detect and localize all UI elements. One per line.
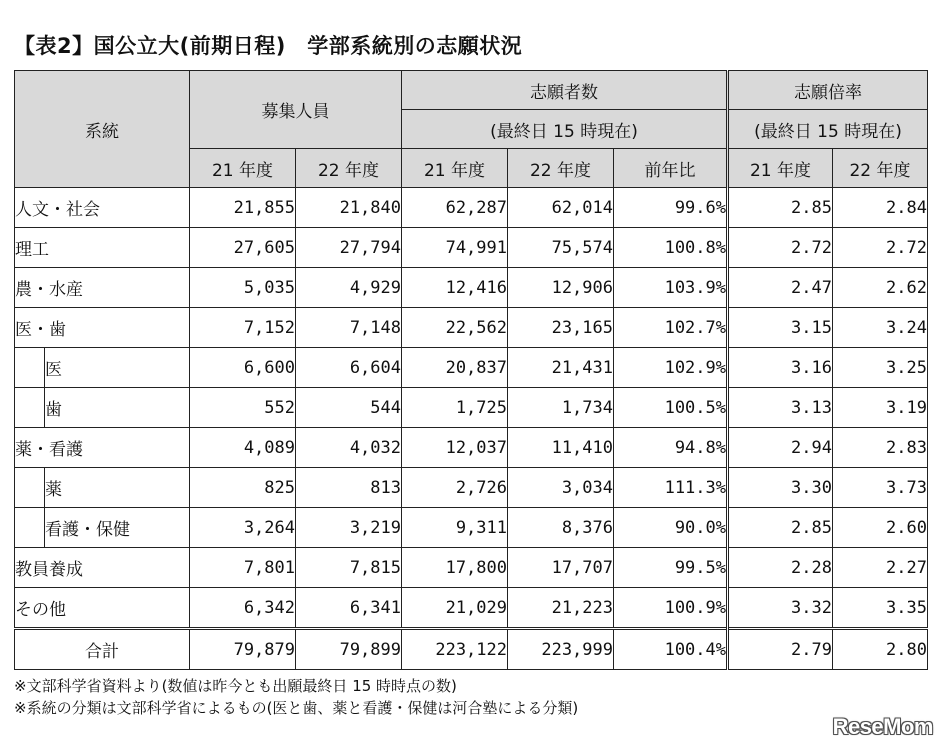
table-row	[15, 508, 928, 548]
total-cell-a21: 223,122	[402, 629, 508, 670]
row-label: 教員養成	[15, 548, 190, 588]
cell-yoy: 111.3%	[614, 468, 728, 508]
header-recruit: 募集人員	[190, 71, 402, 149]
header-recruit-22: 22 年度	[296, 149, 402, 188]
header-ratio-21: 21 年度	[728, 149, 833, 188]
cell-a22: 1,734	[508, 388, 614, 428]
cell-yoy: 99.6%	[614, 188, 728, 228]
cell-r21: 7,152	[190, 308, 296, 348]
cell-a21: 9,311	[402, 508, 508, 548]
table-title: 【表2】国公立大(前期日程) 学部系統別の志願状況	[14, 34, 523, 58]
table-row	[15, 468, 928, 508]
footnotes	[14, 675, 578, 719]
indent-cell	[15, 468, 45, 508]
cell-r21: 6,600	[190, 348, 296, 388]
cell-r21: 21,855	[190, 188, 296, 228]
cell-a22: 62,014	[508, 188, 614, 228]
total-cell-a22: 223,999	[508, 629, 614, 670]
cell-yoy: 94.8%	[614, 428, 728, 468]
row-label: 医・歯	[15, 308, 190, 348]
cell-x21: 2.72	[728, 228, 833, 268]
cell-a22: 17,707	[508, 548, 614, 588]
cell-r22: 7,148	[296, 308, 402, 348]
row-label: 人文・社会	[15, 188, 190, 228]
table-row	[15, 548, 928, 588]
header-recruit-21: 21 年度	[190, 149, 296, 188]
cell-yoy: 100.9%	[614, 588, 728, 629]
cell-yoy: 100.8%	[614, 228, 728, 268]
cell-x21: 2.85	[728, 508, 833, 548]
row-label: 医	[45, 348, 190, 388]
row-label: 薬	[45, 468, 190, 508]
row-label: 看護・保健	[45, 508, 190, 548]
cell-yoy: 102.9%	[614, 348, 728, 388]
header-ratio-22: 22 年度	[833, 149, 928, 188]
cell-x22: 2.60	[833, 508, 928, 548]
cell-yoy: 103.9%	[614, 268, 728, 308]
cell-x22: 3.73	[833, 468, 928, 508]
table-row	[15, 348, 928, 388]
cell-x21: 2.28	[728, 548, 833, 588]
total-cell-yoy: 100.4%	[614, 629, 728, 670]
cell-a21: 1,725	[402, 388, 508, 428]
cell-a21: 17,800	[402, 548, 508, 588]
cell-yoy: 99.5%	[614, 548, 728, 588]
cell-x21: 3.13	[728, 388, 833, 428]
total-cell-x22: 2.80	[833, 629, 928, 670]
header-applicants-21: 21 年度	[402, 149, 508, 188]
indent-cell	[15, 508, 45, 548]
cell-a21: 12,037	[402, 428, 508, 468]
indent-cell	[15, 388, 45, 428]
header-ratio-sub: (最終日 15 時現在)	[728, 110, 928, 149]
cell-a22: 23,165	[508, 308, 614, 348]
cell-a22: 12,906	[508, 268, 614, 308]
cell-x22: 3.24	[833, 308, 928, 348]
cell-r22: 4,929	[296, 268, 402, 308]
row-label: 農・水産	[15, 268, 190, 308]
cell-r22: 6,604	[296, 348, 402, 388]
header-applicants: 志願者数	[402, 71, 728, 110]
header-ratio: 志願倍率	[728, 71, 928, 110]
cell-a21: 22,562	[402, 308, 508, 348]
header-yoy: 前年比	[614, 149, 728, 188]
cell-a22: 21,431	[508, 348, 614, 388]
cell-r22: 27,794	[296, 228, 402, 268]
cell-r21: 6,342	[190, 588, 296, 629]
cell-a21: 20,837	[402, 348, 508, 388]
row-label: 歯	[45, 388, 190, 428]
table-row	[15, 268, 928, 308]
cell-r22: 3,219	[296, 508, 402, 548]
cell-a22: 3,034	[508, 468, 614, 508]
cell-r22: 6,341	[296, 588, 402, 629]
cell-yoy: 102.7%	[614, 308, 728, 348]
header-applicants-22: 22 年度	[508, 149, 614, 188]
cell-r21: 5,035	[190, 268, 296, 308]
cell-x21: 2.85	[728, 188, 833, 228]
cell-a21: 62,287	[402, 188, 508, 228]
cell-r21: 7,801	[190, 548, 296, 588]
cell-r21: 3,264	[190, 508, 296, 548]
cell-a21: 12,416	[402, 268, 508, 308]
table-row	[15, 308, 928, 348]
cell-a22: 75,574	[508, 228, 614, 268]
row-label: その他	[15, 588, 190, 629]
table-row	[15, 388, 928, 428]
total-cell-r21: 79,879	[190, 629, 296, 670]
cell-x21: 2.94	[728, 428, 833, 468]
cell-x22: 2.83	[833, 428, 928, 468]
cell-r21: 27,605	[190, 228, 296, 268]
cell-a21: 74,991	[402, 228, 508, 268]
row-label: 理工	[15, 228, 190, 268]
footnote: ※文部科学省資料より(数値は昨今とも出願最終日 15 時時点の数)	[14, 677, 457, 695]
cell-yoy: 100.5%	[614, 388, 728, 428]
cell-r22: 813	[296, 468, 402, 508]
cell-x21: 3.32	[728, 588, 833, 629]
cell-a22: 8,376	[508, 508, 614, 548]
applicants-table	[14, 70, 928, 670]
table-row	[15, 428, 928, 468]
cell-a22: 21,223	[508, 588, 614, 629]
cell-x22: 3.25	[833, 348, 928, 388]
cell-x22: 2.27	[833, 548, 928, 588]
cell-a22: 11,410	[508, 428, 614, 468]
table-row	[15, 588, 928, 629]
cell-x22: 2.84	[833, 188, 928, 228]
footnote: ※系統の分類は文部科学省によるもの(医と歯、薬と看護・保健は河合塾による分類)	[14, 699, 579, 717]
cell-yoy: 90.0%	[614, 508, 728, 548]
table-row	[15, 228, 928, 268]
total-row	[15, 629, 928, 670]
total-cell-r22: 79,899	[296, 629, 402, 670]
cell-x22: 2.72	[833, 228, 928, 268]
cell-x22: 2.62	[833, 268, 928, 308]
cell-r22: 21,840	[296, 188, 402, 228]
cell-x22: 3.19	[833, 388, 928, 428]
cell-r21: 552	[190, 388, 296, 428]
table-row	[15, 188, 928, 228]
cell-x21: 3.16	[728, 348, 833, 388]
cell-r21: 825	[190, 468, 296, 508]
total-cell-x21: 2.79	[728, 629, 833, 670]
cell-x22: 3.35	[833, 588, 928, 629]
cell-r22: 7,815	[296, 548, 402, 588]
indent-cell	[15, 348, 45, 388]
row-label: 薬・看護	[15, 428, 190, 468]
total-label: 合計	[15, 629, 190, 670]
cell-a21: 21,029	[402, 588, 508, 629]
cell-a21: 2,726	[402, 468, 508, 508]
resemom-logo: ReseMom	[832, 714, 933, 739]
cell-x21: 3.30	[728, 468, 833, 508]
header-applicants-sub: (最終日 15 時現在)	[402, 110, 728, 149]
cell-r21: 4,089	[190, 428, 296, 468]
cell-x21: 2.47	[728, 268, 833, 308]
cell-x21: 3.15	[728, 308, 833, 348]
cell-r22: 544	[296, 388, 402, 428]
cell-r22: 4,032	[296, 428, 402, 468]
header-category: 系統	[15, 71, 190, 188]
